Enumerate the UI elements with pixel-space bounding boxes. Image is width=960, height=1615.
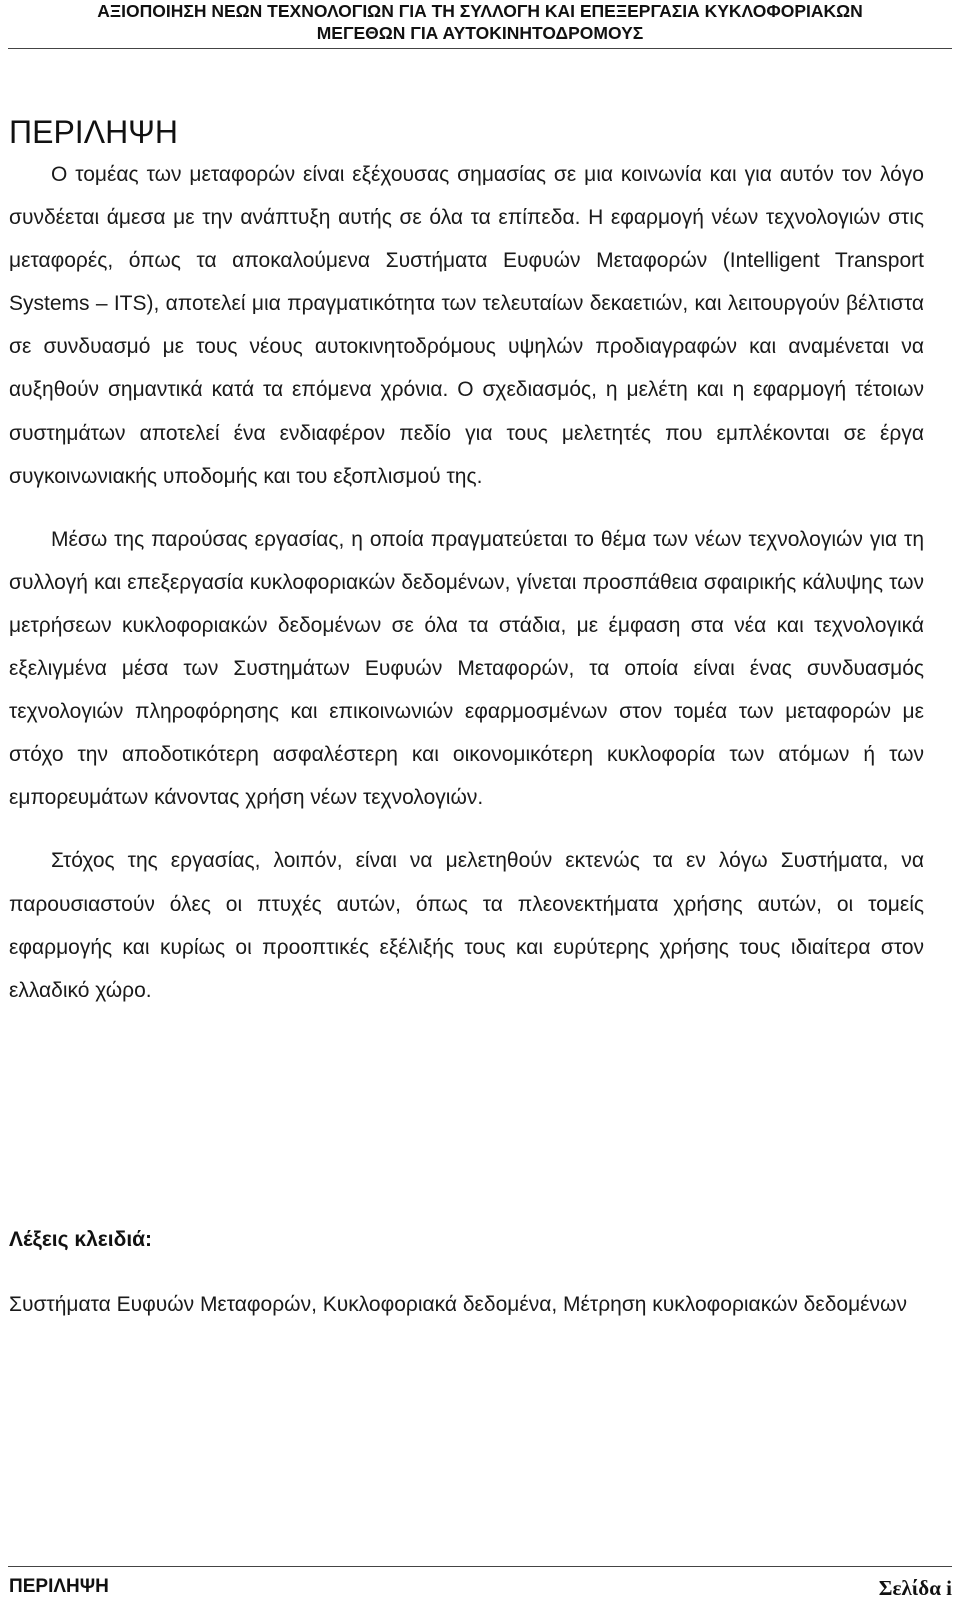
keywords-heading: Λέξεις κλειδιά: [9,1228,153,1251]
abstract-paragraph-3: Στόχος της εργασίας, λοιπόν, είναι να μελετηθούν εκτενώς τα εν λόγω Συστήματα, να παρουσιαστούν όλες οι πτυχές αυτών, όπως τα πλεονεκτήματα χρήσης αυτών, οι τομείς εφαρμογής και κυρίως οι προοπτικές εξέλιξής τους και ευρύτερης χρήσης τους ιδιαίτερα στον ελλαδικό χώρο. [9,849,924,1002]
footer-section-name: ΠΕΡΙΛΗΨΗ [9,1576,109,1597]
header-divider [8,48,952,49]
page-title: ΠΕΡΙΛΗΨΗ [9,114,179,150]
abstract-paragraph-1: Ο τομέας των μεταφορών είναι εξέχουσας σημασίας σε μια κοινωνία και για αυτόν τον λόγο συνδέεται άμεσα με την ανάπτυξη αυτής σε όλα τα επίπεδα. Η εφαρμογή νέων τεχνολογιών στις μεταφορές, όπως τα αποκαλούμενα Συστήματα Ευφυών Μεταφορών (Intelligent Transport Systems – ITS), αποτελεί μια πραγματικότητα των τελευταίων δεκαετιών, και λειτουργούν βέλτιστα σε συνδυασμό με τους νέους αυτοκινητοδρόμους υψηλών προδιαγραφών και αναμένεται να αυξηθούν σημαντικά κατά τα επόμενα χρόνια. Ο σχεδιασμός, η μελέτη και η εφαρμογή τέτοιων συστημάτων αποτελεί ένα ενδιαφέρον πεδίο για τους μελετητές που εμπλέκονται σε έργα συγκοινωνιακής υποδομής και του εξοπλισμού της. [9,163,924,488]
running-header [0,0,960,44]
footer-page-number: Σελίδα i [878,1576,952,1600]
page-footer [9,1576,952,1615]
footer-divider [8,1566,952,1567]
abstract-paragraph-2: Μέσω της παρούσας εργασίας, η οποία πραγματεύεται το θέμα των νέων τεχνολογιών για τη συλλογή και επεξεργασία κυκλοφοριακών δεδομένων, γίνεται προσπάθεια σφαιρικής κάλυψης των μετρήσεων κυκλοφοριακών δεδομένων σε όλα τα στάδια, με έμφαση στα νέα και τεχνολογικά εξελιγμένα μέσα των Συστημάτων Ευφυών Μεταφορών, τα οποία είναι ένας συνδυασμός τεχνολογιών πληροφόρησης και επικοινωνιών εφαρμοσμένων στον τομέα των μεταφορών με στόχο την αποδοτικότερη ασφαλέστερη και οικονομικότερη κυκλοφορία των ατόμων ή των εμπορευμάτων κάνοντας χρήση νέων τεχνολογιών. [9,527,924,810]
abstract-body [9,153,924,1012]
header-title-line-1: ΑΞΙΟΠΟΙΗΣΗ ΝΕΩΝ ΤΕΧΝΟΛΟΓΙΩΝ ΓΙΑ ΤΗ ΣΥΛΛΟΓΗ ΚΑΙ ΕΠΕΞΕΡΓΑΣΙΑ ΚΥΚΛΟΦΟΡΙΑΚΩΝ [97,1,863,21]
header-title-line-2: ΜΕΓΕΘΩΝ ΓΙΑ ΑΥΤΟΚΙΝΗΤΟΔΡΟΜΟΥΣ [316,23,644,43]
keywords-list: Συστήματα Ευφυών Μεταφορών, Κυκλοφοριακά δεδομένα, Μέτρηση κυκλοφοριακών δεδομένων [9,1293,907,1316]
